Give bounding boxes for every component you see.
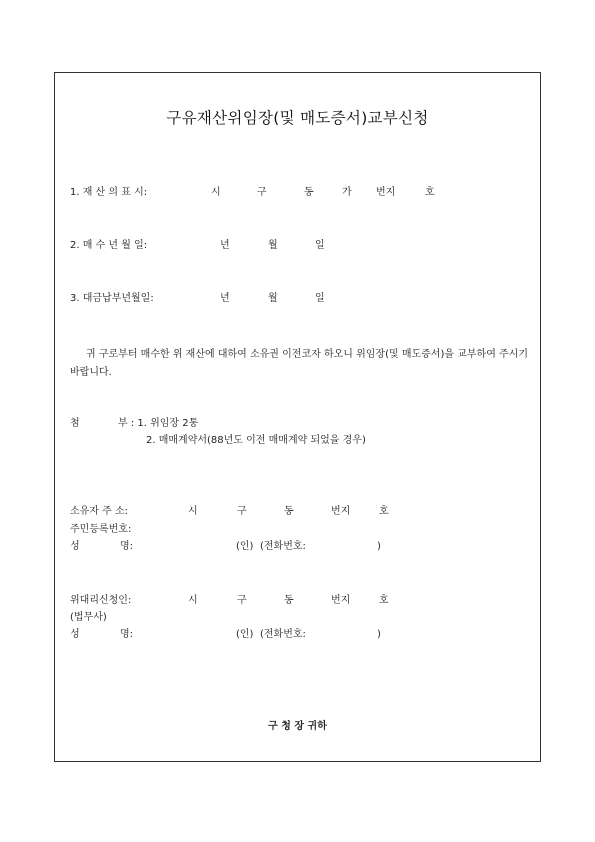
purchase-date-label: 2. 매 수 년 월 일: xyxy=(70,240,148,251)
form-title: 구유재산위임장(및 매도증서)교부신청 xyxy=(166,109,429,127)
agent-gu: 구 xyxy=(237,595,247,606)
agent-si: 시 xyxy=(188,595,198,606)
request-paragraph xyxy=(70,346,530,382)
owner-seal: (인) xyxy=(236,541,254,552)
purchase-year: 년 xyxy=(220,240,230,251)
request-text: 귀 구로부터 매수한 위 재산에 대하여 소유권 이전코자 하오니 위임장(및 매도증서)을 교부하여 주시기 바랍니다. xyxy=(70,349,529,378)
owner-gu: 구 xyxy=(237,506,247,517)
property-label: 1. 재 산 의 표 시: xyxy=(70,187,148,198)
agent-ho: 호 xyxy=(379,595,389,606)
attachment-line-1: 부 : 1. 위임장 2통 xyxy=(118,418,199,429)
agent-sub-label: (법무사) xyxy=(70,612,107,623)
owner-name-label-a: 성 xyxy=(70,541,80,552)
payment-month: 월 xyxy=(268,293,278,304)
property-dong: 동 xyxy=(304,187,314,198)
payment-year: 년 xyxy=(220,293,230,304)
agent-name-label-a: 성 xyxy=(70,629,80,640)
purchase-day: 일 xyxy=(315,240,325,251)
agent-phone-label: (전화번호: xyxy=(260,629,306,640)
owner-address-label: 소유자 주 소: xyxy=(70,506,129,517)
addressee: 구 청 장 귀하 xyxy=(268,721,327,732)
owner-phone-close: ) xyxy=(377,541,381,552)
payment-date-label: 3. 대금납부년월일: xyxy=(70,293,154,304)
property-ho: 호 xyxy=(425,187,435,198)
attachment-line-2: 2. 매매계약서(88년도 이전 매매계약 되었을 경우) xyxy=(146,435,366,446)
property-beonji: 번지 xyxy=(376,187,396,198)
owner-phone-label: (전화번호: xyxy=(260,541,306,552)
owner-ho: 호 xyxy=(379,506,389,517)
agent-seal: (인) xyxy=(236,629,254,640)
agent-phone-close: ) xyxy=(377,629,381,640)
owner-name-label-b: 명: xyxy=(120,541,134,552)
agent-dong: 동 xyxy=(284,595,294,606)
property-ga: 가 xyxy=(342,187,352,198)
agent-label: 위대리신청인: xyxy=(70,595,132,606)
property-si: 시 xyxy=(211,187,221,198)
attachment-label-a: 첨 xyxy=(70,418,80,429)
agent-name-label-b: 명: xyxy=(120,629,134,640)
owner-dong: 동 xyxy=(284,506,294,517)
payment-day: 일 xyxy=(315,293,325,304)
form-border xyxy=(54,72,541,762)
purchase-month: 월 xyxy=(268,240,278,251)
property-gu: 구 xyxy=(257,187,267,198)
owner-beonji: 번지 xyxy=(331,506,351,517)
owner-si: 시 xyxy=(188,506,198,517)
owner-reg-label: 주민등록번호: xyxy=(70,524,132,535)
agent-beonji: 번지 xyxy=(331,595,351,606)
